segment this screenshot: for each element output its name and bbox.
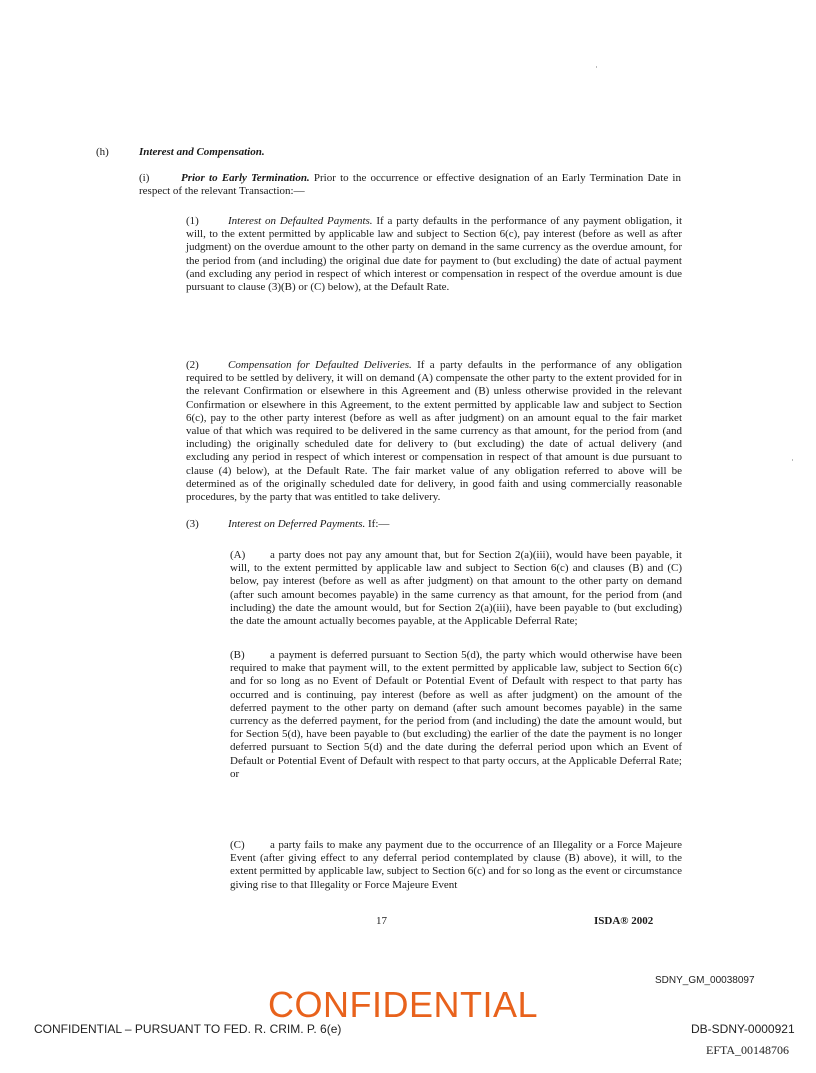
bates-stamp-bottom: DB-SDNY-0000921 [691, 1022, 795, 1036]
paragraph-C-text: a party fails to make any payment due to the occurrence of an Illegality or a Force Majeure Event (after giving effect to any deferral period contemplated by clause (B) above), it will, to the extent permitted by applicable law, subject to Section 6(c) and for so long as the event or circumstance giving rise to that Illegality or Force Majeure Event [230, 839, 682, 891]
bates-stamp-top: SDNY_GM_00038097 [655, 975, 755, 986]
scan-speck [792, 459, 793, 461]
paragraph-i-text: Prior to the occurrence or effective designation of an Early Termination Date in respect of the relevant Transaction:— [139, 172, 681, 198]
section-h-label: (h) [96, 146, 109, 158]
paragraph-B [230, 649, 682, 781]
paragraph-i [139, 172, 681, 198]
confidentiality-notice: CONFIDENTIAL – PURSUANT TO FED. R. CRIM. P. 6(e) [34, 1022, 342, 1036]
paragraph-2-title: Compensation for Defaulted Deliveries. [228, 359, 412, 371]
paragraph-A [230, 549, 682, 628]
paragraph-3-label: (3) [186, 518, 199, 530]
scan-speck [596, 66, 597, 68]
paragraph-3-title: Interest on Deferred Payments. [228, 518, 366, 530]
page-number: 17 [376, 915, 387, 927]
paragraph-B-text: a payment is deferred pursuant to Section 5(d), the party which would otherwise have been required to make that payment will, to the extent permitted by applicable law, subject to Section 6(c) and for so long as no Event of Default or Potential Event of Default with respect to that party has occurred and is continuing, pay interest (before as well as after judgment) on the amount of the deferred payment to the other party on demand (after such amount becomes payable) in the same currency as the deferred payment, for the period from (and including) the date the amount would, but for Section 5(d), have been payable to (but excluding) the earlier of the date the payment is no longer deferred pursuant to Section 5(d) and the date during the deferral period upon which an Event of Default or Potential Event of Default with respect to that party occurs, at the Applicable Deferral Rate; or [230, 649, 682, 780]
isda-footer-mark: ISDA® 2002 [594, 915, 654, 927]
paragraph-C [230, 839, 682, 892]
section-h-title: Interest and Compensation. [139, 146, 265, 158]
paragraph-1 [186, 215, 682, 294]
efta-stamp: EFTA_00148706 [706, 1043, 790, 1057]
paragraph-1-text: If a party defaults in the performance of any payment obligation, it will, to the extent permitted by applicable law and subject to Section 6(c), pay interest (before as well as after judgment) on the overdue amount to the other party on demand in the same currency as the overdue amount, for the period from (and including) the original due date for payment to (but excluding) the date of actual payment (and excluding any period in respect of which interest or compensation in respect of the overdue amount is due pursuant to clause (3)(B) or (C) below), at the Default Rate. [186, 215, 683, 294]
paragraph-2-text: If a party defaults in the performance of any obligation required to be settled by delivery, it will on demand (A) compensate the other party to the extent provided for in the relevant Confirmation or elsewhere in this Agreement and (B) unless otherwise provided in the relevant Confirmation or elsewhere in this Agreement, to the extent permitted by applicable law and subject to Section 6(c), pay to the other party interest (before as well as after judgment) on an amount equal to the fair market value of that which was required to be delivered in the same currency as that amount, for the period from (and including) the originally scheduled date for delivery to (but excluding) the date of actual delivery (and excluding any period in respect of which interest or compensation in respect of that amount is due pursuant to clause (4) below), at the Default Rate. The fair market value of any obligation referred to above will be determined as of the originally scheduled date for delivery, in good faith and using commercially reasonable procedures, by the party that was entitled to take delivery. [186, 359, 682, 504]
paragraph-B-label: (B) [230, 649, 245, 661]
paragraph-1-label: (1) [186, 215, 199, 227]
paragraph-i-title: Prior to Early Termination. [181, 172, 310, 184]
paragraph-3-text: If:— [365, 518, 390, 530]
paragraph-A-label: (A) [230, 549, 246, 561]
paragraph-2-label: (2) [186, 359, 199, 371]
paragraph-C-label: (C) [230, 839, 245, 851]
paragraph-i-label: (i) [139, 172, 150, 184]
confidential-stamp: CONFIDENTIAL [268, 984, 539, 1025]
paragraph-2 [186, 359, 682, 504]
paragraph-A-text: a party does not pay any amount that, but for Section 2(a)(iii), would have been payable, it will, to the extent permitted by applicable law and subject to Section 6(c) and clauses (B) and (C) below, pay interest (before as well as after judgment) on that amount to the other party on demand (after such amount becomes payable) in the same currency as that amount, for the period from (and including) the date the amount would, but for Section 2(a)(iii), have been payable to (but excluding) the date the amount actually becomes payable, at the Applicable Deferral Rate; [230, 549, 682, 628]
paragraph-3 [186, 518, 682, 531]
paragraph-1-title: Interest on Defaulted Payments. [228, 215, 373, 227]
